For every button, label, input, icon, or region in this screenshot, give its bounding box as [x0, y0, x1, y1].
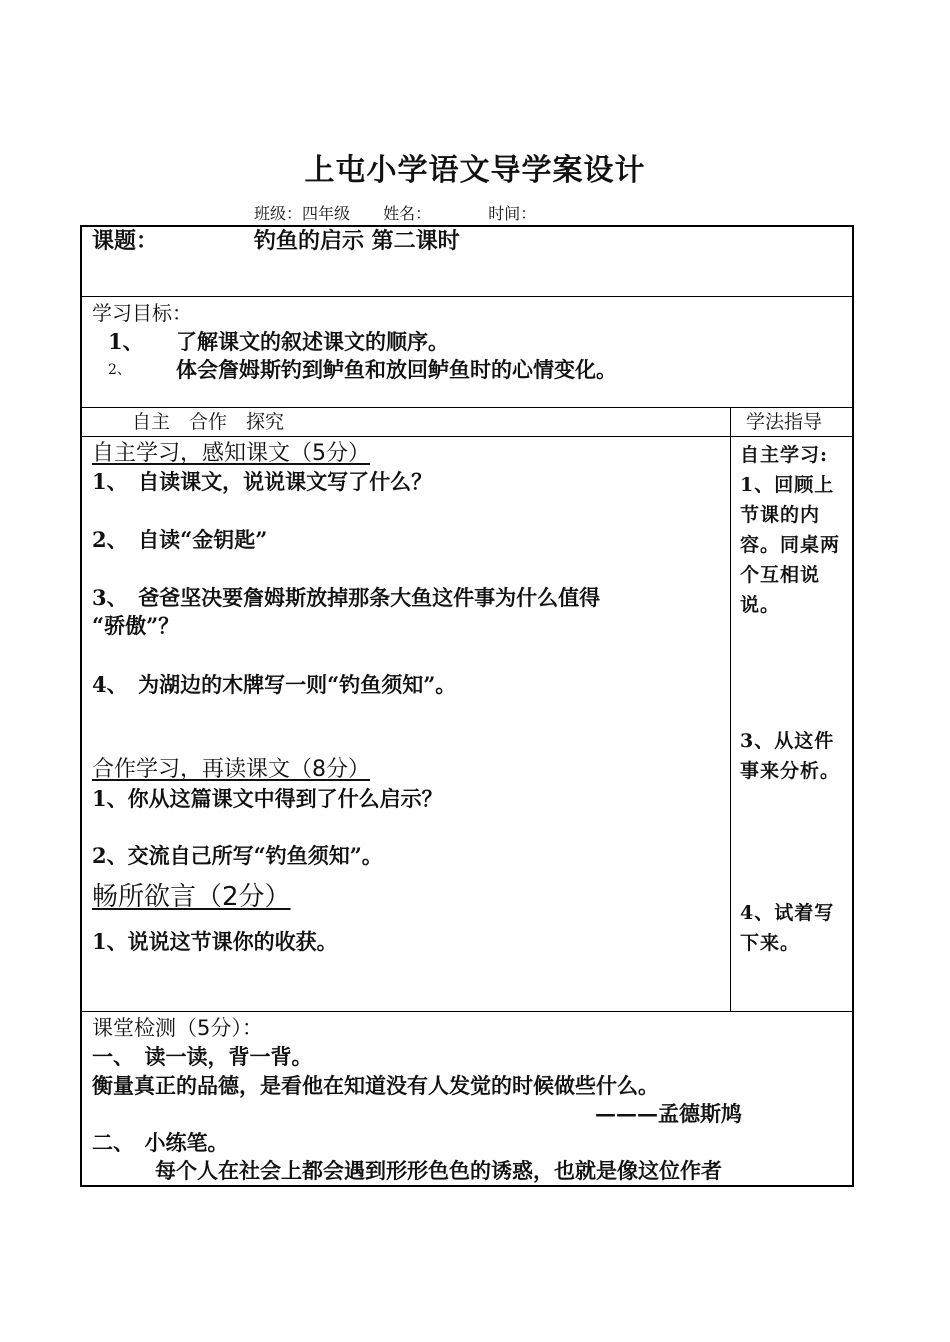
test-item: 二、 小练笔。 [92, 1130, 229, 1155]
border-bottom [80, 1185, 854, 1187]
question: 1、你从这篇课文中得到了什么启示？ [92, 786, 443, 811]
time-label: 时间： [488, 204, 537, 223]
question: 3、 爸爸坚决要詹姆斯放掉那条大鱼这件事为什么值得 [92, 585, 601, 610]
section-heading: 畅所欲言（2分） [92, 882, 291, 912]
guide-note: 自主学习: 1、回顾上节课的内容。同桌两个互相说说。 [740, 444, 841, 616]
section-heading: 自主学习，感知课文（5分） [92, 441, 370, 466]
guide-note: 4、试着写下来。 [740, 902, 835, 954]
row-divider [80, 296, 854, 297]
question: 2、 自读“金钥匙” [92, 527, 268, 552]
question: 4、 为湖边的木牌写一则“钓鱼须知”。 [92, 672, 457, 697]
column-header-main: 自主 合作 探究 [132, 411, 285, 433]
question-continued: “骄傲”？ [92, 613, 180, 638]
border-left [80, 225, 82, 1187]
test-heading: 课堂检测（5分）： [92, 1016, 263, 1040]
question: 1、说说这节课你的收获。 [92, 929, 338, 954]
goal-number: 2、 [108, 362, 131, 378]
guide-note: 3、从这件事来分析。 [740, 730, 841, 782]
row-divider [80, 436, 854, 437]
row-divider [80, 1011, 854, 1012]
goal-number: 1、 [108, 329, 144, 354]
quote: 衡量真正的品德，是看他在知道没有人发觉的时候做些什么。 [92, 1073, 659, 1098]
class-label: 班级：四年级 [254, 204, 351, 223]
test-item: 一、 读一读，背一背。 [92, 1044, 313, 1069]
topic-label: 课题： [92, 229, 159, 254]
paragraph: 每个人在社会上都会遇到形形色色的诱惑，也就是像这位作者 [155, 1158, 722, 1183]
goal-text: 体会詹姆斯钓到鲈鱼和放回鲈鱼时的心情变化。 [176, 357, 617, 382]
section-heading: 合作学习，再读课文（8分） [92, 757, 370, 782]
info-line [254, 201, 536, 224]
border-right [852, 225, 854, 1187]
goal-text: 了解课文的叙述课文的顺序。 [176, 329, 449, 354]
page-title: 上屯小学语文导学案设计 [304, 153, 646, 188]
question: 1、 自读课文，说说课文写了什么？ [92, 469, 433, 494]
quote-author: ———孟德斯鸠 [595, 1101, 742, 1126]
question: 2、交流自己所写“钓鱼须知”。 [92, 843, 383, 868]
column-divider [730, 407, 731, 1012]
goals-heading: 学习目标： [92, 301, 192, 325]
column-header-guide: 学法指导 [746, 411, 823, 433]
name-label: 姓名： [383, 204, 432, 223]
border-top [80, 225, 854, 227]
row-divider [80, 407, 854, 408]
topic-value: 钓鱼的启示 第二课时 [254, 229, 460, 254]
